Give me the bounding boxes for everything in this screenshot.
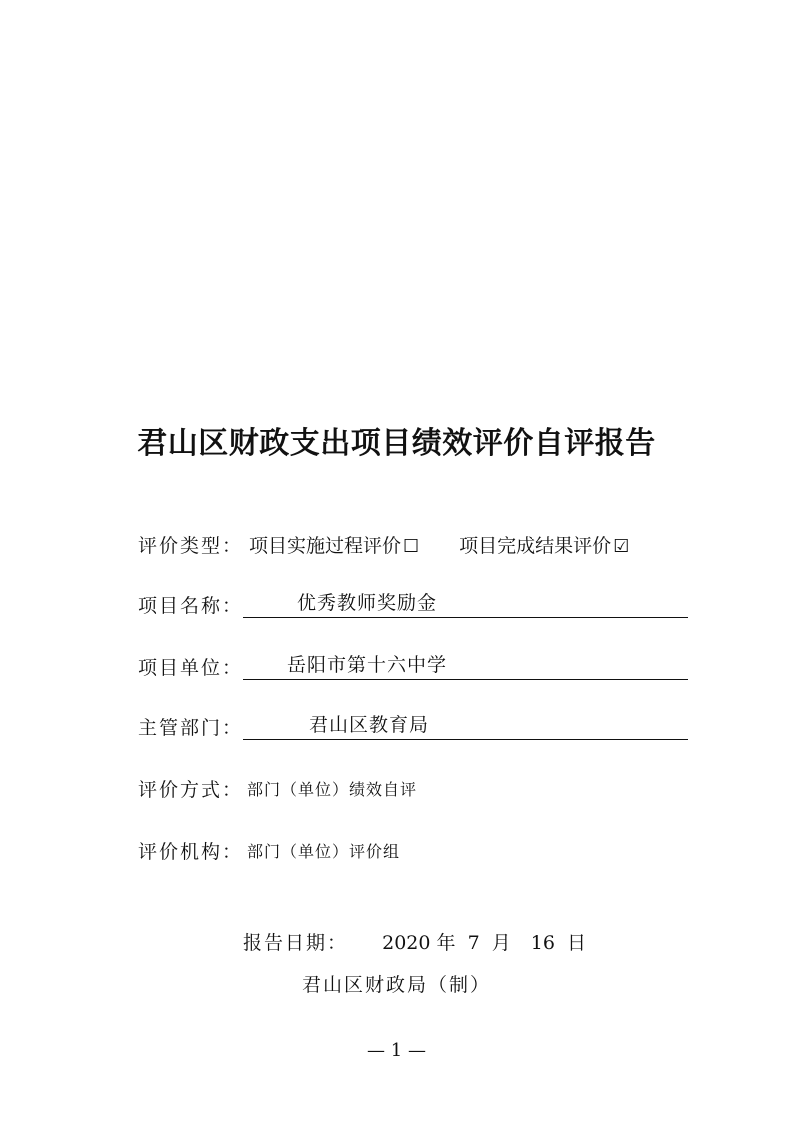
process-eval-label: 项目实施过程评价 xyxy=(249,535,402,557)
department-field xyxy=(243,711,688,740)
project-name-field xyxy=(243,589,688,618)
result-eval-option xyxy=(459,531,629,558)
eval-method-value: 部门（单位）绩效自评 xyxy=(247,780,418,799)
project-unit-row xyxy=(138,650,688,680)
report-date-label: 报告日期： xyxy=(243,932,349,954)
report-title: 君山区财政支出项目绩效评价自评报告 xyxy=(137,426,656,461)
project-unit-label: 项目单位： xyxy=(138,657,244,679)
project-name-label: 项目名称： xyxy=(138,595,244,617)
report-year: 2020 xyxy=(382,932,431,954)
page-number: — 1 — xyxy=(367,1040,426,1061)
checked-box-icon: ☑ xyxy=(613,536,630,557)
eval-method-label: 评价方式： xyxy=(138,779,244,801)
month-unit: 月 xyxy=(491,932,511,954)
project-name-value: 优秀教师奖励金 xyxy=(297,592,438,614)
report-day: 16 xyxy=(530,932,555,954)
eval-org-value: 部门（单位）评价组 xyxy=(247,842,401,861)
department-value: 君山区教育局 xyxy=(309,714,430,736)
unchecked-box-icon: ☐ xyxy=(403,536,420,557)
issuer: 君山区财政局（制） xyxy=(301,974,491,996)
department-row xyxy=(138,710,688,740)
day-unit: 日 xyxy=(567,932,587,954)
project-name-row xyxy=(138,588,688,618)
eval-type-row xyxy=(138,528,629,558)
project-unit-field xyxy=(243,651,688,680)
process-eval-option xyxy=(249,531,419,558)
eval-org-row xyxy=(138,834,400,864)
project-unit-value: 岳阳市第十六中学 xyxy=(287,654,448,676)
eval-method-row xyxy=(138,772,417,802)
department-label: 主管部门： xyxy=(138,717,244,739)
eval-org-label: 评价机构： xyxy=(138,841,244,863)
year-unit: 年 xyxy=(436,932,456,954)
report-date-row xyxy=(243,928,586,955)
result-eval-label: 项目完成结果评价 xyxy=(459,535,612,557)
eval-type-label: 评价类型： xyxy=(138,535,244,557)
report-month: 7 xyxy=(467,932,480,954)
